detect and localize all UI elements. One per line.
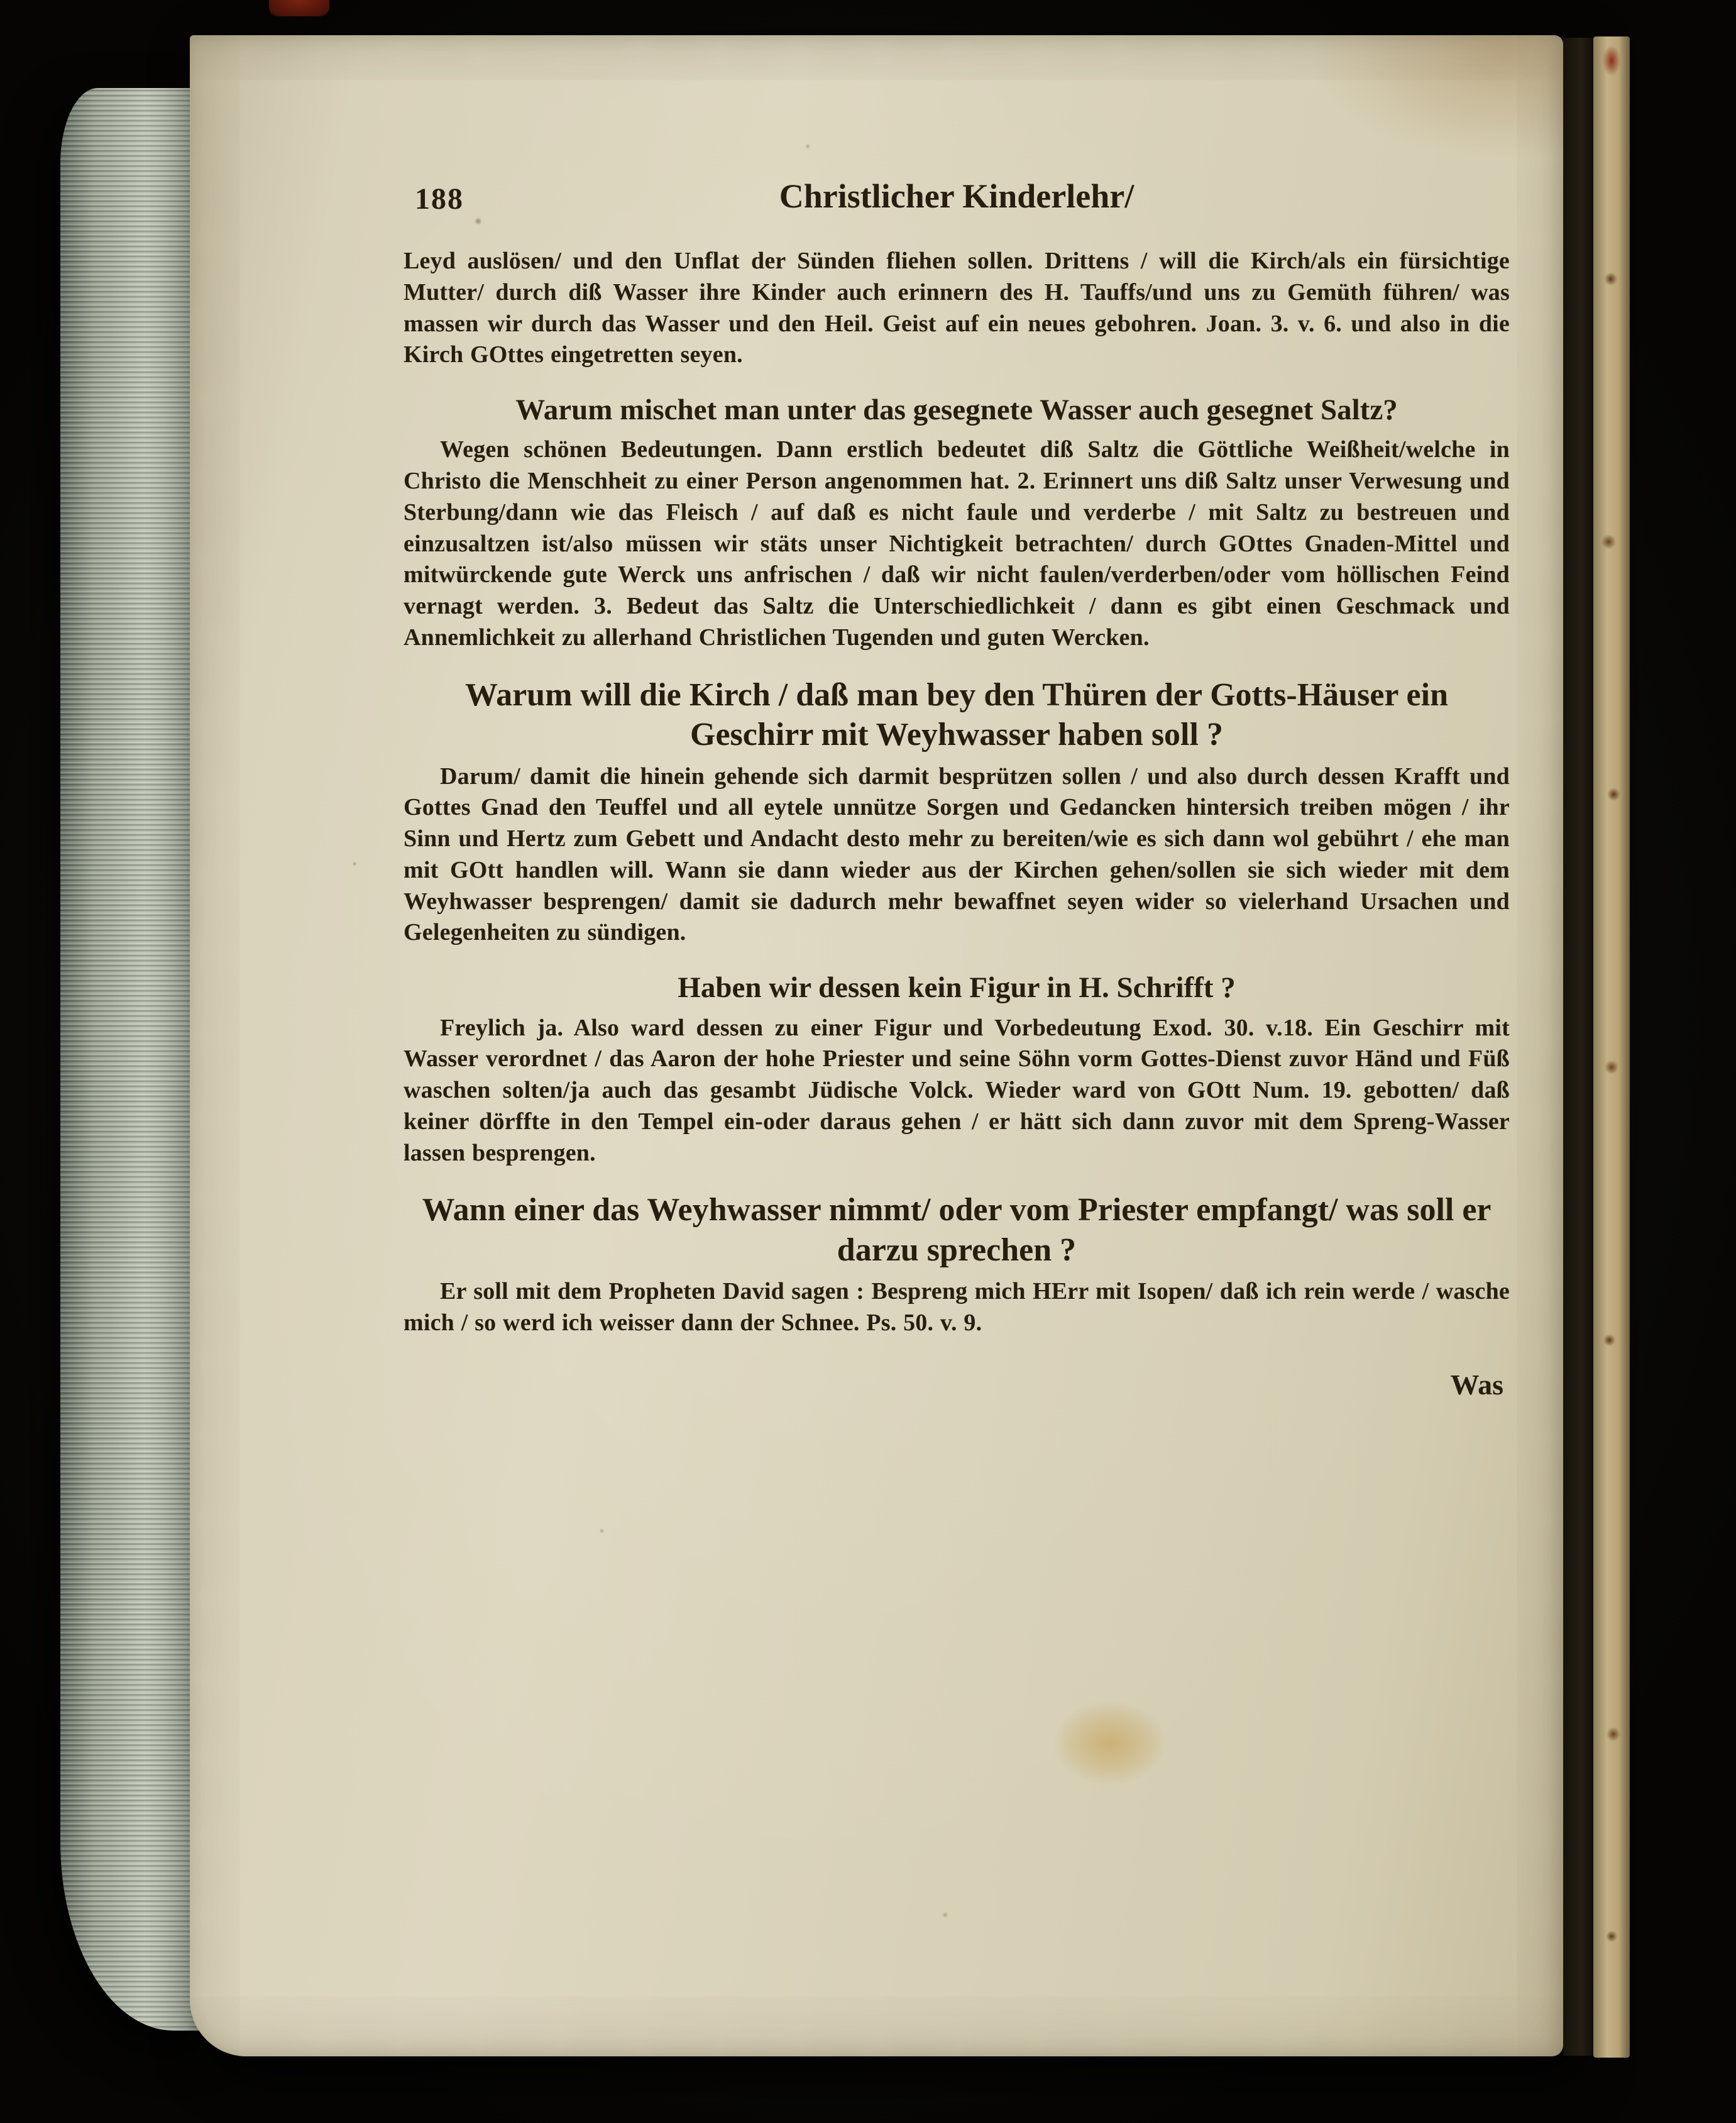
running-header: Christlicher Kinderlehr/ <box>779 177 1134 215</box>
page-number: 188 <box>415 182 464 216</box>
red-stain-mark <box>269 0 329 16</box>
question-heading-holy-water-prayer: Wann einer das Weyhwasser nimmt/ oder vom Priester empfangt/ was soll er darzu sprechen ? <box>422 1192 1492 1268</box>
page-gap-shadow <box>1563 38 1593 2056</box>
question-heading-scripture-figure: Haben wir dessen kein Figur in H. Schrifft ? <box>678 971 1236 1005</box>
question-heading-church-doors: Warum will die Kirch / daß man bey den Thüren der Gotts-Häuser ein Geschirr mit Weyhwasser haben soll ? <box>464 676 1449 753</box>
book-page <box>190 35 1563 2056</box>
catchword: Was <box>1450 1368 1503 1401</box>
question-heading-salt: Warum mischet man unter das gesegnete Wasser auch gesegnet Saltz? <box>515 394 1398 427</box>
answer-paragraph-church-doors: Darum/ damit die hinein gehende sich darmit besprützen sollen / und also durch dessen Krafft und Gottes Gnad den Teuffel und all eytele unnütze Sorgen und Gedancken hintersich treiben mögen / ihr Sinn und Hertz zum Gebett und Andacht desto mehr zu bereiten/wie es sich dann wol gebührt / ehe man mit GOtt handlen will. Wann sie dann wieder aus der Kirchen gehen/sollen sie sich wieder mit dem Weyhwasser besprengen/ damit sie dadurch mehr bewaffnet seyen wider so vielerhand Ursachen und Gelegenheiten zu sündigen. <box>404 763 1510 946</box>
answer-paragraph-holy-water-prayer: Er soll mit dem Propheten David sagen : Bespreng mich HErr mit Isopen/ daß ich rein werde / wasche mich / so werd ich weisser dann der Schnee. Ps. 50. v. 9. <box>404 1278 1510 1337</box>
intro-paragraph: Leyd auslösen/ und den Unflat der Sünden fliehen sollen. Drittens / will die Kirch/als ein fürsichtige Mutter/ durch diß Wasser ihre Kinder auch erinnern des H. Tauffs/und uns zu Gemüth führen/ was massen wir durch das Wasser und den Heil. Geist auf ein neues gebohren. Joan. 3. v. 6. und also in die Kirch GOttes eingetretten seyen. <box>404 248 1510 368</box>
answer-paragraph-scripture-figure: Freylich ja. Also ward dessen zu einer Figur und Vorbedeutung Exod. 30. v.18. Ein Geschirr mit Wasser verordnet / das Aaron der hohe Priester und seine Söhn vorm Gottes-Dienst zuvor Händ und Füß waschen solten/ja auch das gesambt Jüdische Volck. Wieder ward von GOtt Num. 19. gebotten/ daß keiner dörffte in den Tempel ein-oder daraus gehen / er hätt sich dann zuvor mit dem Spreng-Wasser lassen besprengen. <box>404 1014 1510 1166</box>
book-binding-fore-edge <box>1593 36 1630 2058</box>
answer-paragraph-salt: Wegen schönen Bedeutungen. Dann erstlich bedeutet diß Saltz die Göttliche Weißheit/welche in Christo die Menschheit zu einer Person angenommen hat. 2. Erinnert uns diß Saltz unser Verwesung und Sterbung/dann wie das Fleisch / auf daß es nicht faule und verderbe / mit Saltz zu bestreuen und einzusaltzen ist/also müssen wir stäts unser Nichtigkeit betrachten/ durch GOttes Gnaden-Mittel und mitwürckende gute Werck uns anfrischen / daß wir nicht faulen/verderben/oder vom höllischen Feind vernagt werden. 3. Bedeut das Saltz die Unterschiedlichkeit / dann es gibt einen Geschmack und Annemlichkeit zu allerhand Christlichen Tugenden und guten Wercken. <box>404 436 1510 651</box>
page-header <box>404 177 1510 226</box>
